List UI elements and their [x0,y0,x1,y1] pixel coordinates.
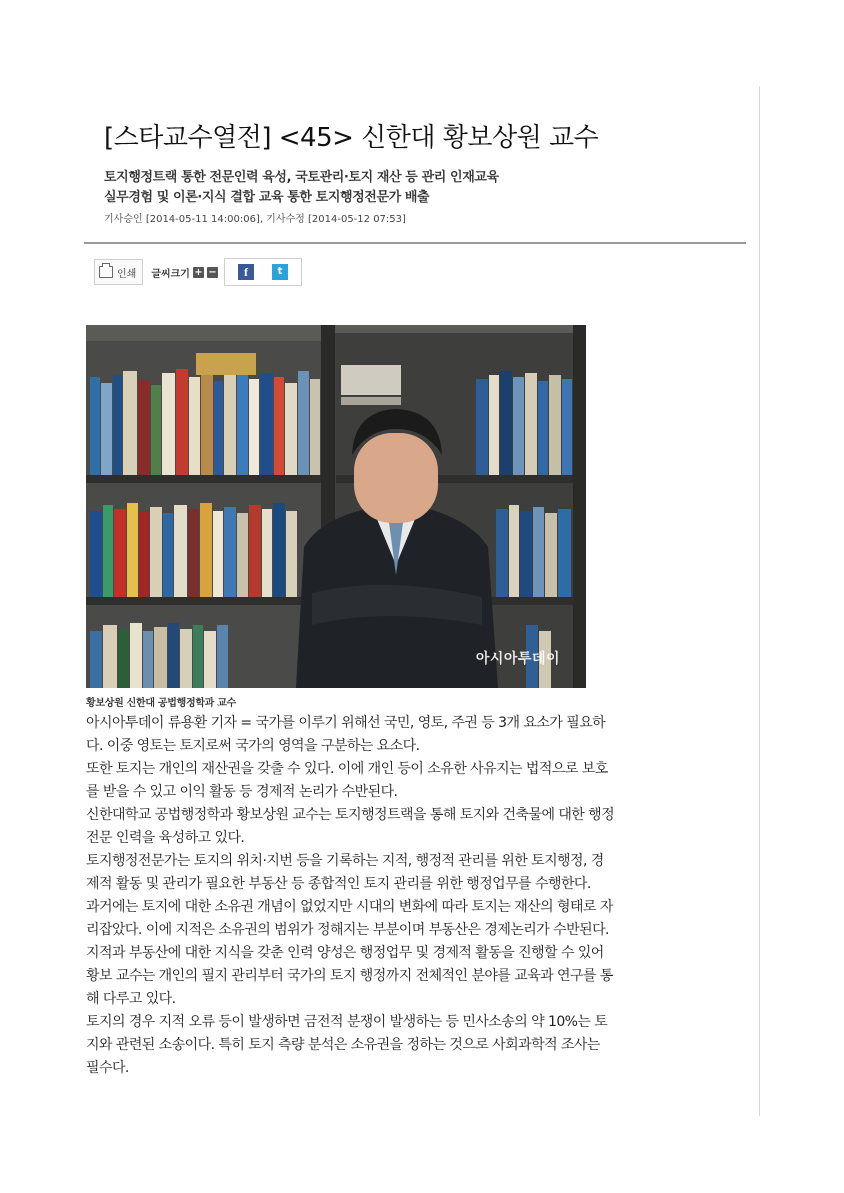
body-line: 지와 관련된 소송이다. 특히 토지 측량 분석은 소유권을 정하는 것으로 사회과학적 조사는 [86,1037,600,1053]
article-header [84,120,746,286]
page-right-border [759,86,760,1116]
body-line: 리잡았다. 이에 지적은 소유권의 범위가 정해지는 부분이며 부동산은 경제논리가 수반된다. [86,922,609,938]
body-line: 과거에는 토지에 대한 소유권 개념이 없었지만 시대의 변화에 따라 토지는 재산의 형태로 자 [86,899,613,915]
print-button[interactable] [94,259,143,285]
body-line: 다. 이중 영토는 토지로써 국가의 영역을 구분하는 요소다. [86,738,420,754]
body-line: 신한대학교 공법행정학과 황보상원 교수는 토지행정트랙을 통해 토지와 건축물에 대한 행정 [86,807,615,823]
font-increase-button[interactable]: + [194,266,203,278]
printer-icon [99,266,113,278]
body-line: 또한 토지는 개인의 재산권을 갖출 수 있다. 이에 개인 등이 소유한 사유지는 법적으로 보호 [86,761,608,777]
article-headline: [스타교수열전] <45> 신한대 황보상원 교수 [104,123,599,153]
photo-watermark: 아시아투데이 [475,651,560,667]
article-subtitles [84,168,746,208]
facebook-share-icon[interactable]: f [238,264,254,280]
professor-photo-illustration [86,325,586,688]
article-subtitle-1: 토지행정트랙 통한 전문인력 육성, 국토관리·토지 재산 등 관리 인재교육 [104,170,499,185]
twitter-share-icon[interactable]: t [272,264,288,280]
font-size-control [151,265,218,280]
body-line: 필수다. [86,1060,129,1076]
article-toolbar [94,258,746,286]
body-line: 아시아투데이 류용환 기자 = 국가를 이루기 위해선 국민, 영토, 주권 등 3개 요소가 필요하 [86,715,606,731]
body-line: 지적과 부동산에 대한 지식을 갖춘 인력 양성은 행정업무 및 경제적 활동을 진행할 수 있어 [86,945,604,961]
body-line: 를 받을 수 있고 이익 활동 등 경제적 논리가 수반된다. [86,784,398,800]
body-line: 토지의 경우 지적 오류 등이 발생하면 금전적 분쟁이 발생하는 등 민사소송의 약 10%는 토 [86,1014,608,1030]
body-line: 해 다루고 있다. [86,991,176,1007]
body-line: 전문 인력을 육성하고 있다. [86,830,245,846]
body-line: 토지행정전문가는 토지의 위치·지번 등을 기록하는 지적, 행정적 관리를 위한 토지행정, 경 [86,853,604,869]
header-divider [84,242,746,244]
font-size-label: 글씨크기 [151,268,190,280]
font-decrease-button[interactable]: − [208,266,217,278]
article-photo [86,325,586,688]
photo-caption: 황보상원 신한대 공법행정학과 교수 [86,698,236,709]
print-label: 인쇄 [117,268,137,280]
article-meta: 기사승인 [2014-05-11 14:00:06], 기사수정 [2014-05-12 07:53] [104,214,406,225]
body-line: 제적 활동 및 관리가 필요한 부동산 등 종합적인 토지 관리를 위한 행정업무를 수행한다. [86,876,591,892]
body-line: 황보 교수는 개인의 필지 관리부터 국가의 토지 행정까지 전체적인 분야를 교육과 연구를 통 [86,968,613,984]
article-subtitle-2: 실무경험 및 이론·지식 결합 교육 통한 토지행정전문가 배출 [104,190,430,205]
share-buttons [224,258,302,286]
article-body [86,712,746,1080]
